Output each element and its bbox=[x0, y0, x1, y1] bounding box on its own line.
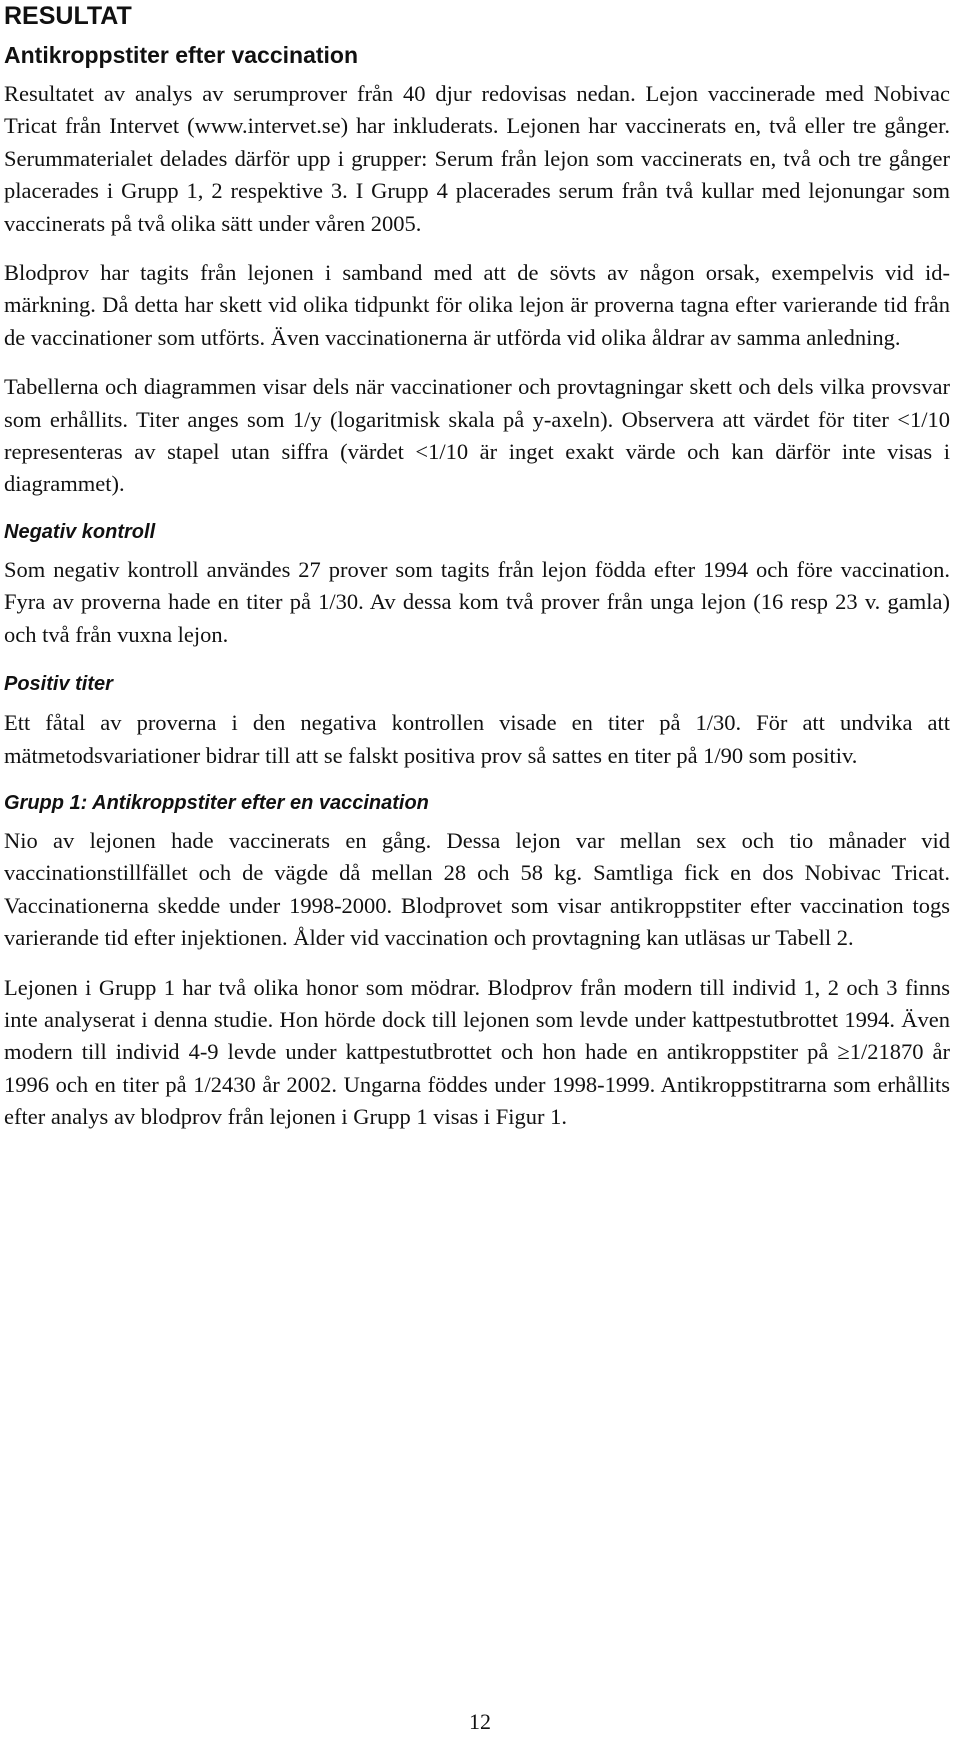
negativ-kontroll-heading: Negativ kontroll bbox=[4, 520, 156, 543]
section-title: RESULTAT bbox=[4, 2, 132, 30]
intro-paragraph: Tabellerna och diagrammen visar dels när vaccinationer och provtagningar skett och dels vilka provsvar som erhållits. Titer anges som 1/y (logaritmisk skala på y-axeln). Observera att värdet för titer <1/10 representeras av stapel utan siffra (värdet <1/10 är inget exakt värde och kan därför inte visas i diagrammet). bbox=[4, 374, 950, 497]
intro-paragraph: Resultatet av analys av serumprover från 40 djur redovisas nedan. Lejon vaccinerade med Nobivac Tricat från Intervet (www.intervet.se) har inkluderats. Lejonen har vaccinerats en, två eller tre gånger. Serummaterialet delades därför upp i grupper: Serum från lejon som vaccinerats en, två och tre gånger placerades i Grupp 1, 2 respektive 3. I Grupp 4 placerades serum från två kullar med lejonungar som vaccinerats på två olika sätt under våren 2005. bbox=[4, 81, 950, 236]
negativ-kontroll-paragraph: Som negativ kontroll användes 27 prover som tagits från lejon födda efter 1994 och före vaccination. Fyra av proverna hade en titer på 1/30. Av dessa kom två prover från unga lejon (16 resp 23 v. gamla) och två från vuxna lejon. bbox=[4, 556, 950, 647]
positiv-titer-heading: Positiv titer bbox=[4, 673, 113, 696]
grupp1-paragraph: Lejonen i Grupp 1 har två olika honor som mödrar. Blodprov från modern till individ 1, 2 och 3 finns inte analyserat i denna studie. Hon hörde dock till lejonen som levde under kattpestutbrottet 1994. Även modern till individ 4-9 levde under kattpestutbrottet och hon hade en antikroppstiter på ≥1/21870 år 1996 och en titer på 1/2430 år 2002. Ungarna föddes under 1998-1999. Antikroppstitrarna som erhållits efter analys av blodprov från lejonen i Grupp 1 visas i Figur 1. bbox=[4, 974, 950, 1130]
grupp1-heading: Grupp 1: Antikroppstiter efter en vaccination bbox=[4, 791, 429, 814]
grupp1-paragraph: Nio av lejonen hade vaccinerats en gång. Dessa lejon var mellan sex och tio månader vid vaccinationstillfället och de vägde då mellan 28 och 58 kg. Samtliga fick en dos Nobivac Tricat. Vaccinationerna skedde under 1998-2000. Blodprovet som visar antikroppstiter efter vaccination togs varierande tid efter injektionen. Ålder vid vaccination och provtagning kan utläsas ur Tabell 2. bbox=[4, 827, 950, 951]
intro-paragraph: Blodprov har tagits från lejonen i samband med att de sövts av någon orsak, exempelvis vid id-märkning. Då detta har skett vid olika tidpunkt för olika lejon är proverna tagna efter varierande tid från de vaccinationer som utförts. Även vaccinationerna är utförda vid olika åldrar av samma anledning. bbox=[4, 260, 950, 350]
page-number: 12 bbox=[469, 1709, 491, 1734]
positiv-titer-paragraph: Ett fåtal av proverna i den negativa kontrollen visade en titer på 1/30. För att undvika att mätmetodsvariationer bidrar till att se falskt positiva prov så sattes en titer på 1/90 som positiv. bbox=[4, 710, 950, 768]
subsection-title: Antikroppstiter efter vaccination bbox=[4, 42, 359, 68]
